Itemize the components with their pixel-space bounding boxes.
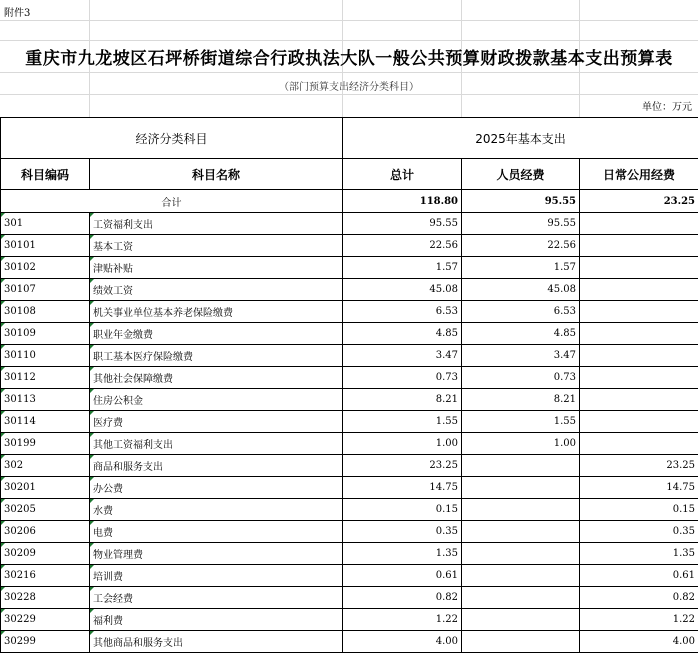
header-total: 总计 <box>343 159 462 190</box>
row-code: 30206 <box>1 521 90 543</box>
table-row <box>1 565 698 587</box>
row-total: 1.00 <box>343 433 462 455</box>
row-total: 4.85 <box>343 323 462 345</box>
row-name: 津贴补贴 <box>90 257 343 279</box>
row-code: 30209 <box>1 543 90 565</box>
row-personnel: 0.73 <box>462 367 580 389</box>
row-personnel <box>462 499 580 521</box>
unit-label: 单位：万元 <box>642 98 692 113</box>
row-personnel <box>462 477 580 499</box>
table-row <box>1 411 698 433</box>
row-total: 1.22 <box>343 609 462 631</box>
row-name: 培训费 <box>90 565 343 587</box>
table-row <box>1 301 698 323</box>
row-code: 30112 <box>1 367 90 389</box>
row-public: 0.35 <box>580 521 698 543</box>
table-row <box>1 455 698 477</box>
page-title: 重庆市九龙坡区石坪桥街道综合行政执法大队一般公共预算财政拨款基本支出预算表 <box>0 44 698 69</box>
row-name: 住房公积金 <box>90 389 343 411</box>
row-public: 1.35 <box>580 543 698 565</box>
row-personnel: 1.55 <box>462 411 580 433</box>
table-row <box>1 345 698 367</box>
row-code: 301 <box>1 213 90 235</box>
row-public <box>580 301 698 323</box>
total-label: 合计 <box>1 190 343 213</box>
row-total: 1.35 <box>343 543 462 565</box>
row-personnel: 22.56 <box>462 235 580 257</box>
row-name: 机关事业单位基本养老保险缴费 <box>90 301 343 323</box>
row-name: 工资福利支出 <box>90 213 343 235</box>
row-personnel <box>462 521 580 543</box>
row-name: 福利费 <box>90 609 343 631</box>
row-name: 基本工资 <box>90 235 343 257</box>
row-code: 30201 <box>1 477 90 499</box>
row-code: 30101 <box>1 235 90 257</box>
header-row-1 <box>1 118 698 159</box>
header-personnel: 人员经费 <box>462 159 580 190</box>
row-total: 6.53 <box>343 301 462 323</box>
row-public: 1.22 <box>580 609 698 631</box>
table-row <box>1 213 698 235</box>
row-personnel <box>462 455 580 477</box>
table-row <box>1 631 698 653</box>
row-public <box>580 235 698 257</box>
row-personnel: 4.85 <box>462 323 580 345</box>
row-public: 0.82 <box>580 587 698 609</box>
row-total: 23.25 <box>343 455 462 477</box>
total-public: 23.25 <box>580 190 698 213</box>
row-personnel <box>462 609 580 631</box>
header-name: 科目名称 <box>90 159 343 190</box>
row-personnel: 8.21 <box>462 389 580 411</box>
table-row <box>1 279 698 301</box>
row-name: 商品和服务支出 <box>90 455 343 477</box>
table-row <box>1 609 698 631</box>
row-total: 1.57 <box>343 257 462 279</box>
row-total: 3.47 <box>343 345 462 367</box>
page-subtitle: （部门预算支出经济分类科目） <box>0 78 698 93</box>
row-total: 4.00 <box>343 631 462 653</box>
row-personnel: 3.47 <box>462 345 580 367</box>
row-name: 办公费 <box>90 477 343 499</box>
row-public: 4.00 <box>580 631 698 653</box>
table-row <box>1 323 698 345</box>
table-row <box>1 499 698 521</box>
table-row <box>1 477 698 499</box>
row-code: 30109 <box>1 323 90 345</box>
row-name: 医疗费 <box>90 411 343 433</box>
table-row <box>1 389 698 411</box>
table-row <box>1 367 698 389</box>
row-code: 30205 <box>1 499 90 521</box>
row-public: 14.75 <box>580 477 698 499</box>
row-personnel: 45.08 <box>462 279 580 301</box>
table-row <box>1 235 698 257</box>
header-public: 日常公用经费 <box>580 159 698 190</box>
row-total: 0.15 <box>343 499 462 521</box>
row-personnel: 95.55 <box>462 213 580 235</box>
row-personnel: 1.57 <box>462 257 580 279</box>
row-name: 其他工资福利支出 <box>90 433 343 455</box>
row-name: 职工基本医疗保险缴费 <box>90 345 343 367</box>
row-code: 30113 <box>1 389 90 411</box>
table-row <box>1 433 698 455</box>
header-code: 科目编码 <box>1 159 90 190</box>
row-total: 0.35 <box>343 521 462 543</box>
row-code: 30110 <box>1 345 90 367</box>
row-public <box>580 213 698 235</box>
row-public <box>580 345 698 367</box>
row-total: 1.55 <box>343 411 462 433</box>
header-econ-class: 经济分类科目 <box>1 118 343 159</box>
row-code: 302 <box>1 455 90 477</box>
row-public <box>580 389 698 411</box>
row-personnel <box>462 543 580 565</box>
grid-row <box>0 21 698 41</box>
row-total: 45.08 <box>343 279 462 301</box>
row-public <box>580 323 698 345</box>
row-public: 23.25 <box>580 455 698 477</box>
row-code: 30228 <box>1 587 90 609</box>
row-name: 其他社会保障缴费 <box>90 367 343 389</box>
row-name: 工会经费 <box>90 587 343 609</box>
row-name: 电费 <box>90 521 343 543</box>
row-personnel <box>462 565 580 587</box>
header-year-basic: 2025年基本支出 <box>343 118 698 159</box>
row-public <box>580 279 698 301</box>
row-public <box>580 367 698 389</box>
row-public <box>580 411 698 433</box>
row-code: 30102 <box>1 257 90 279</box>
row-total: 22.56 <box>343 235 462 257</box>
row-code: 30299 <box>1 631 90 653</box>
row-code: 30199 <box>1 433 90 455</box>
row-total: 0.61 <box>343 565 462 587</box>
row-personnel <box>462 587 580 609</box>
header-row-2 <box>1 159 698 190</box>
row-personnel <box>462 631 580 653</box>
row-public: 0.15 <box>580 499 698 521</box>
row-code: 30114 <box>1 411 90 433</box>
row-public: 0.61 <box>580 565 698 587</box>
row-name: 其他商品和服务支出 <box>90 631 343 653</box>
table-row <box>1 257 698 279</box>
row-name: 绩效工资 <box>90 279 343 301</box>
row-name: 物业管理费 <box>90 543 343 565</box>
row-total: 95.55 <box>343 213 462 235</box>
row-code: 30108 <box>1 301 90 323</box>
budget-table <box>0 117 698 653</box>
row-name: 职业年金缴费 <box>90 323 343 345</box>
grid-row <box>0 0 698 21</box>
total-personnel: 95.55 <box>462 190 580 213</box>
row-public <box>580 433 698 455</box>
row-total: 0.73 <box>343 367 462 389</box>
row-code: 30216 <box>1 565 90 587</box>
table-row <box>1 543 698 565</box>
row-total: 0.82 <box>343 587 462 609</box>
total-value: 118.80 <box>343 190 462 213</box>
table-row <box>1 587 698 609</box>
row-personnel: 6.53 <box>462 301 580 323</box>
row-personnel: 1.00 <box>462 433 580 455</box>
total-row <box>1 190 698 213</box>
row-name: 水费 <box>90 499 343 521</box>
row-code: 30107 <box>1 279 90 301</box>
row-total: 8.21 <box>343 389 462 411</box>
table-row <box>1 521 698 543</box>
row-code: 30229 <box>1 609 90 631</box>
row-public <box>580 257 698 279</box>
row-total: 14.75 <box>343 477 462 499</box>
attachment-label: 附件3 <box>4 4 30 19</box>
